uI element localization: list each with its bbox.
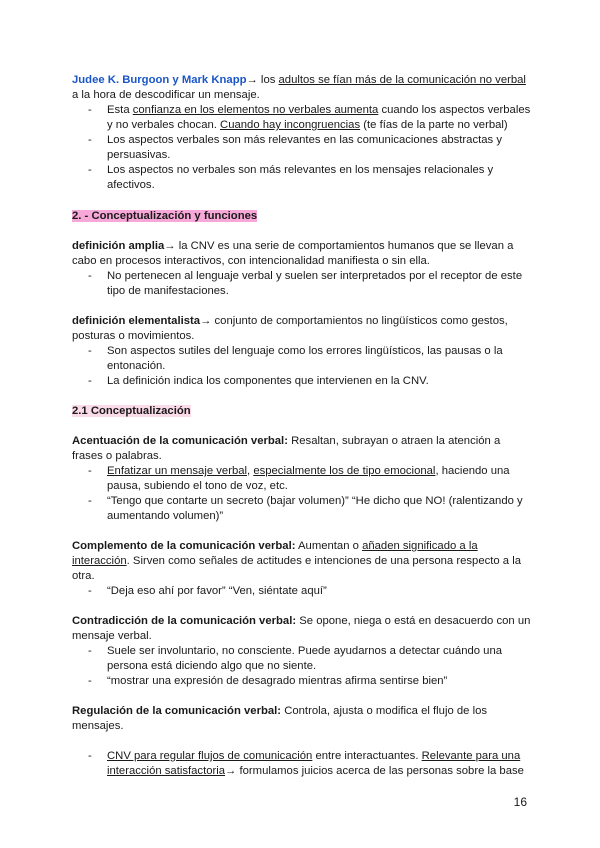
page-number: 16 xyxy=(513,795,527,809)
list-item: - La definición indica los componentes que intervienen en la CNV. xyxy=(107,374,532,389)
list-item: - Los aspectos verbales son más relevantes en las comunicaciones abstractas y persuasivas. xyxy=(107,133,532,163)
list-item: - Enfatizar un mensaje verbal, especialmente los de tipo emocional, haciendo una pausa, subiendo el tono de voz, etc. xyxy=(107,464,532,494)
regulacion-paragraph: Regulación de la comunicación verbal: Controla, ajusta o modifica el flujo de los mensajes. xyxy=(72,705,488,732)
intro-claim: adultos se fían más de la comunicación no verbal xyxy=(278,74,526,86)
list-item: - “Tengo que contarte un secreto (bajar volumen)” “He dicho que NO! (ralentizando y aumentando volumen)” xyxy=(107,494,532,524)
section-heading-2: 2. - Conceptualización y funciones xyxy=(72,210,258,222)
def-amplia-paragraph: definición amplia→ la CNV es una serie de comportamientos humanos que se llevan a cabo en procesos interactivos, con intencionalidad manifiesta o sin ella. xyxy=(72,240,514,267)
def-elemental-paragraph: definición elementalista→ conjunto de comportamientos no lingüísticos como gestos, posturas o movimientos. xyxy=(72,315,508,342)
intro-paragraph: Judee K. Burgoon y Mark Knapp→ los adultos se fían más de la comunicación no verbal a la hora de descodificar un mensaje. xyxy=(72,74,526,101)
contradiccion-paragraph: Contradicción de la comunicación verbal: Se opone, niega o está en desacuerdo con un mensaje verbal. xyxy=(72,615,531,642)
list-item: - Suele ser involuntario, no consciente. Puede ayudarnos a detectar cuándo una persona está diciendo algo que no siente. xyxy=(107,644,532,674)
acentuacion-list xyxy=(72,464,532,524)
regulacion-list xyxy=(72,749,532,779)
list-item: - “Deja eso ahí por favor” “Ven, siéntate aquí” xyxy=(107,584,532,599)
intro-list xyxy=(72,103,532,193)
list-item: - Los aspectos no verbales son más relevantes en los mensajes relacionales y afectivos. xyxy=(107,163,532,193)
acentuacion-paragraph: Acentuación de la comunicación verbal: Resaltan, subrayan o atraen la atención a frases o palabras. xyxy=(72,435,501,462)
list-item: - CNV para regular flujos de comunicación entre interactuantes. Relevante para una interacción satisfactoria→ formulamos juicios acerca de las personas sobre la base xyxy=(107,749,532,779)
list-item: - Son aspectos sutiles del lenguaje como los errores lingüísticos, las pausas o la entonación. xyxy=(107,344,532,374)
complemento-paragraph: Complemento de la comunicación verbal: Aumentan o añaden significado a la interacción. Sirven como señales de actitudes e intenciones de una persona respecto a la otra. xyxy=(72,540,522,582)
section-heading-2-1: 2.1 Conceptualización xyxy=(72,405,191,417)
complemento-list xyxy=(72,584,532,599)
def-amplia-list xyxy=(72,269,532,299)
contradiccion-list xyxy=(72,644,532,689)
authors: Judee K. Burgoon y Mark Knapp xyxy=(72,74,247,86)
def-elemental-term: definición elementalista xyxy=(72,315,201,327)
list-item: - Esta confianza en los elementos no verbales aumenta cuando los aspectos verbales y no verbales chocan. Cuando hay incongruencias (te fías de la parte no verbal) xyxy=(107,103,532,133)
list-item: - No pertenecen al lenguaje verbal y suelen ser interpretados por el receptor de este tipo de manifestaciones. xyxy=(107,269,532,299)
def-amplia-term: definición amplia xyxy=(72,240,165,252)
def-elemental-list xyxy=(72,344,532,389)
list-item: - “mostrar una expresión de desagrado mientras afirma sentirse bien” xyxy=(107,674,532,689)
page-content xyxy=(72,73,532,779)
